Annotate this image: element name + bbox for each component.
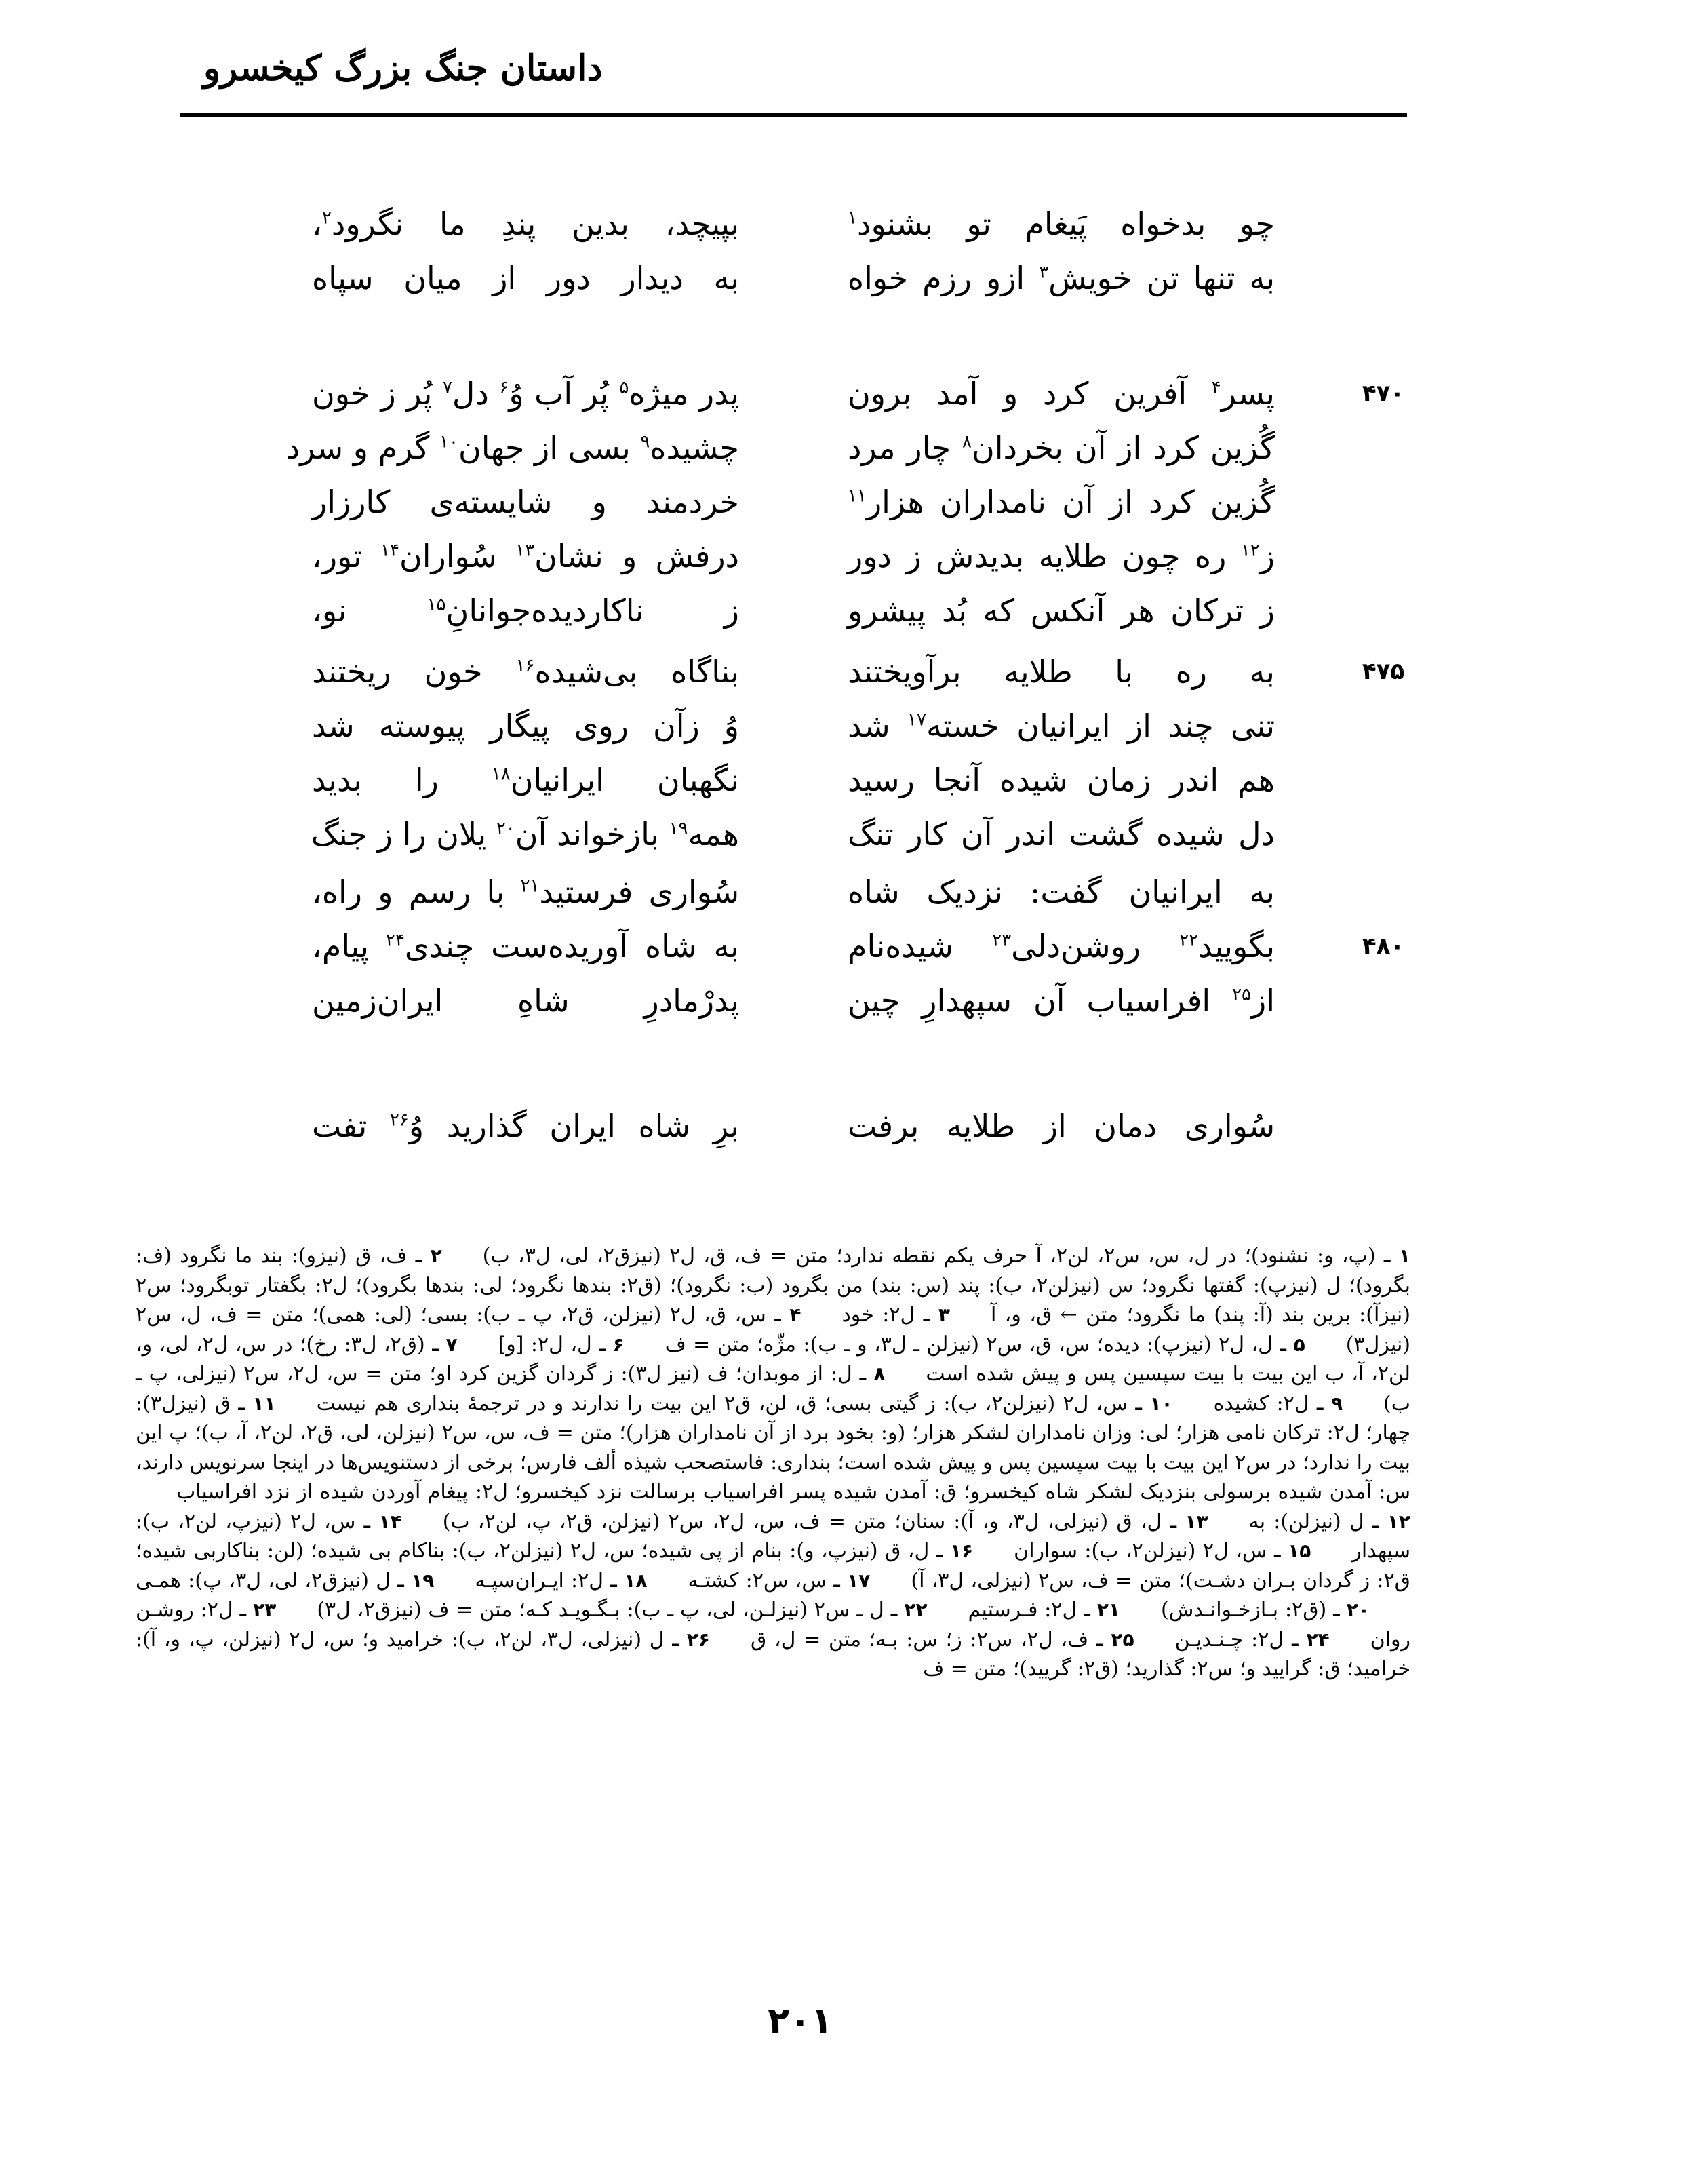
verse-row [0,197,1683,251]
footnote-ref: ۵ [619,377,629,398]
hemistich-right: دل شیده گشت اندر آن کار تنگ [848,816,1275,853]
hemistich-right: به ایرانیان گفت: نزدیک شاه [848,874,1275,910]
footnote-text: س، ل۲ (نیزلن۲، ب): ز گیتی بسی؛ ق، لن، ق۲ این بیت را ندارند و در ترجمهٔ بنداری هم نیست [316,1391,1128,1416]
page-number: ۲۰۱ [768,2001,833,2042]
footnote-ref: ۹ [640,431,650,452]
footnote-text: ل (نیزق۲، لی، ل۳، پ): همـی [136,1568,391,1593]
footnote-ref: ۶ [499,377,509,398]
footnote-number: ۱۵ ـ [1273,1540,1311,1562]
footnote-ref: ۱۸ [491,764,511,785]
footnote [498,1333,625,1357]
hemistich-right: سُواری دمان از طلایه برفت [848,1108,1275,1144]
footnote-number: ۹ ـ [1316,1392,1343,1415]
footnote-number: ۱۰ ـ [1135,1392,1173,1415]
footnote-ref: ۱ [848,208,857,229]
footnote-text: س، س۲: کشتـه [688,1568,827,1593]
footnote [1161,1598,1370,1622]
verse-row [0,475,1683,529]
footnotes-block [136,1241,1410,1684]
footnote-ref: ۳ [1039,262,1049,283]
footnote-number: ۱۱ ـ [238,1392,276,1415]
hemistich-right: به ره با طلایه برآویختند [848,653,1275,690]
footnote [1214,1392,1343,1416]
footnote-number: ۸ ـ [859,1363,886,1385]
hemistich-left: ز ناکاردیده‌جوانانِ$^{۱۵}$ نو، [312,592,739,629]
footnote [1175,1628,1330,1652]
footnote-text: س، ل۲ (نیزپ، لن۲، ب): سپهدار [136,1509,1410,1563]
hemistich-left: سُواری فرستید$^{۲۱}$ با رسم و راه، [312,874,739,910]
footnote-number: ۲ ـ [415,1245,442,1267]
footnote-ref: ۴ [1211,377,1221,398]
footnote-ref: ۲۰ [496,818,515,839]
hemistich-left: نگهبان ایرانیان$^{۱۸}$ را بدید [312,762,739,798]
footnote-number: ۵ ـ [1280,1333,1305,1356]
footnote-number: ۱۷ ـ [833,1569,871,1592]
footnote-number: ۲۲ ـ [890,1599,928,1621]
hemistich-left: وُ زآن روی پیگار پیوسته شد [312,707,739,744]
footnote-ref: ۱۱ [848,486,867,507]
hemistich-left: پدرْمادرِ شاهِ ایران‌زمین [312,982,739,1019]
footnote-number: ۲۳ ـ [239,1599,277,1621]
verse-row [0,699,1683,753]
footnote-text: ل، ل۲ (نیزپ): دیده؛ س، ق، س۲ (نیزلن ـ ل۳، و ـ ب): مژّه؛ متن = ف [665,1332,1273,1357]
footnote-number: ۱۴ ـ [363,1510,402,1533]
hemistich-right: گُزین کرد از آن بخردان$^۸$ چار مرد [848,429,1275,466]
footnote-ref: ۱۶ [515,655,535,676]
footnote-number: ۱۳ ـ [1170,1510,1208,1533]
footnote-ref: ۲۳ [992,930,1012,951]
footnote-text: (پ، و: نشنود)؛ در ل، س، س۲، لن۲، آ حرف یکم نقطه ندارد؛ متن = ف، ق، ل۲ (نیزق۲، لی، ل۳، ب) [482,1244,1376,1268]
hemistich-left: خردمند و شایسته‌ی کارزار [312,484,739,520]
hemistich-right: هم اندر زمان شیده آنجا رسید [848,762,1275,798]
footnote-text: ف، ق (نیزو): بند ما نگرود (ف: بگرود)؛ ل (نیزپ): گفتها نگرود؛ س (نیزلن۲، ب): پند (س: بند) من بگرود (ب: نگرود)؛ (ق۲: بندها نگرود؛ لی: بندها بگرود)؛ ل۲: بگفتار توبگرود؛ س۲ (نیزآ): برین بند (آ: پند) ما نگرود؛ متن ← ق، و، آ [136,1244,1410,1327]
footnote [136,1569,434,1593]
footnote-text: ل ـ س۲ (نیزلـن، لی، پ ـ ب): بـگـویـد کـه؛ متن = ف (نیزق۲، ل۳) [317,1598,884,1622]
footnote-ref: ۲۵ [1232,984,1251,1005]
footnote-text: (ق۲، ل۳: رخ)؛ در س، ل۲، لی، و، لن۲، آ، ب این بیت با بیت سپسین پس و پیش شده است [136,1332,1410,1386]
footnote-ref: ۱۴ [380,540,399,561]
verse-row [0,865,1683,919]
footnote-number: ۶ ـ [599,1333,625,1356]
footnote-ref: ۲۱ [520,876,540,897]
hemistich-left: چشیده$^۹$ بسی از جهان$^{۱۰}$ گرم و سرد [285,429,739,466]
footnote [842,1303,950,1327]
footnote-ref: ۱۹ [669,818,688,839]
hemistich-left: به شاه آوریده‌ست چندی$^{۲۴}$ پیام، [312,928,739,964]
footnote-number: ۱۲ ـ [1372,1510,1410,1533]
verse-row [0,807,1683,861]
hemistich-left: بناگاه بی‌شیده$^{۱۶}$ خون ریختند [312,653,740,690]
footnote-ref: ۲ [321,208,332,229]
footnote-text: ل (نیزلن): به [1248,1509,1364,1534]
verse-row [0,529,1683,583]
footnote-number: ۳ ـ [923,1304,950,1326]
verse-row [0,973,1683,1028]
verse-row [0,366,1683,421]
footnote-number: ۲۶ ـ [672,1628,710,1651]
hemistich-right: بگویید$^{۲۲}$ روشن‌دلی$^{۲۳}$ شیده‌نام [848,928,1275,964]
footnote [483,1244,1410,1268]
footnote-ref: ۱۰ [439,431,458,452]
footnote [1014,1539,1311,1563]
footnote-ref: ۲۴ [385,930,405,951]
footnote-text: ق (نیزل۳): چهار؛ ل۲: ترکان نامی هزار؛ لی: وزان نامداران لشکر هزار؛ (و: بخود برد از آن نامداران هزار)؛ متن = ف، س، س۲ (نیزلن، لی، ق۲، لن۲، آ، ب)؛ پ این بیت را ندارد؛ در س۲ این بیت با بیت سپسین پس و پیش شده است؛ بنداری: فاستصحب شیذه ألف فارس؛ برخی از دستنویس‌ها در اینجا سرنویس دارند، س: آمدن شیده برسولی بنزدیک لشکر شاه کیخسرو؛ ق: آمدن شیده پسر افراسیاب برسالت نزد کیخسرو؛ ل۲: پیغام آوردن شیده از نزد افراسیاب [136,1391,1411,1504]
hemistich-left: بپیچد، بدین پندِ ما نگرود$^۲$، [312,206,739,242]
footnote-number: ۲۰ ـ [1333,1599,1370,1621]
footnote [665,1333,1305,1357]
hemistich-left: برِ شاه ایران گذارید وُ$^{۲۶}$ تفت [312,1108,739,1144]
footnote-text: ل (نیزلی، ل۳، لن۲، ب): خرامید و؛ س، ل۲ (نیزلن، پ، و، آ): خرامید؛ ق: گرایید و؛ س۲: گذارید؛ (ق۲: گریید)؛ متن = ف [136,1627,1410,1681]
footnote-text: ل۲: فـرستیم [968,1598,1077,1622]
footnote [317,1392,1173,1416]
footnote-ref: ۱۲ [1240,540,1260,561]
footnote-number: ۲۱ ـ [1084,1599,1121,1621]
footnote-ref: ۲۶ [389,1110,409,1131]
footnote-number: ۷ ـ [432,1333,458,1356]
footnote [968,1598,1120,1622]
footnote [1249,1510,1410,1534]
footnote-text: ل: از موبدان؛ ف (نیز ل۳): ز گردان گزین کرد او؛ متن = س، ل۲، س۲ (نیزلی، پ ـ ب) [136,1362,1410,1416]
footnote [475,1569,647,1593]
verse-line-number: ۴۷۵ [1362,658,1405,685]
footnote-text: ل، ق (نیزپ، و): بنام از پی شیده؛ س، ل۲ (نیزلن۲، ب): بناکام بی شیده؛ (لن: بناکاربی شیده؛ ق۲: ز گردان بـران دشـت)؛ متن = ف، س۲ (نیزلی، ل۳، آ) [136,1539,1410,1593]
footnote-number: ۱۸ ـ [610,1569,648,1592]
hemistich-right: به تنها تن خویش$^۳$ ازو رزم خواه [848,260,1275,296]
footnote [688,1569,870,1593]
footnote-text: ل، ق (نیزلی، ل۳، و، آ): سنان؛ متن = ف، س، ل۲، س۲ (نیزلن، ق۲، پ، لن۲، ب) [442,1509,1162,1534]
footnote-number: ۲۴ ـ [1291,1628,1330,1651]
footnote-text: ل۲: ایـران‌سپـه [475,1568,604,1593]
footnote [751,1628,1134,1652]
verse-line-number: ۴۷۰ [1362,380,1405,407]
verse-row [0,644,1683,699]
running-header-title: داستان جنگ بزرگ کیخسرو [203,47,603,89]
hemistich-left: پدر میژه$^۵$ پُر آب وُ$^۶$ دل$^۷$ پُر ز خون [312,375,740,412]
footnote-text: ل۲: خود [842,1303,915,1327]
verse-row [0,919,1683,973]
footnote-number: ۱ ـ [1383,1245,1410,1267]
footnote-number: ۱۶ ـ [936,1540,974,1562]
footnote-ref: ۲۲ [1179,930,1199,951]
hemistich-right: ز ترکان هر آنکس که بُد پیشرو [848,592,1275,629]
footnote-number: ۲۵ ـ [1096,1628,1134,1651]
verse-row [0,251,1683,305]
hemistich-right: تنی چند از ایرانیان خسته$^{۱۷}$ شد [848,707,1275,744]
footnote-ref: ۸ [962,431,972,452]
hemistich-right: پسر$^۴$ آفرین کرد و آمد برون [848,375,1275,412]
footnote-text: ل۲: روشـن روان [136,1598,1410,1652]
hemistich-left: همه$^{۱۹}$ بازخواند آن$^{۲۰}$ یلان را ز جنگ [311,816,739,853]
footnote-number: ۱۹ ـ [397,1569,435,1592]
hemistich-right: گُزین کرد از آن نامداران هزار$^{۱۱}$ [848,484,1275,520]
footnote-text: (ق۲: بـازخـوانـدش) [1161,1598,1327,1622]
verse-row [0,1099,1683,1153]
footnote-text: س، ق، ل۲ (نیزلن، ق۲، پ ـ ب): بسی؛ (لی: همی)؛ متن = ف، ل، س۲ (نیزل۳) [136,1303,1411,1357]
footnote-text: ل۲: چـنـدیـن [1174,1627,1284,1652]
verse-line-number: ۴۸۰ [1362,933,1405,960]
hemistich-right: ز$^{۱۲}$ ره چون طلایه بدیدش ز دور [848,538,1275,574]
header-rule [180,113,1407,117]
footnote-number: ۴ ـ [774,1304,801,1326]
verse-row [0,753,1683,807]
footnote-ref: ۷ [442,377,452,398]
verse-row [0,421,1683,475]
verse-row [0,583,1683,638]
hemistich-right: چو بدخواه پَیغام تو بشنود$^۱$ [848,206,1275,242]
footnote-ref: ۱۷ [907,709,926,730]
footnote-text: س، ل۲ (نیزلن۲، ب): سواران [1014,1539,1267,1563]
hemistich-right: از$^{۲۵}$ افراسیاب آن سپهدارِ چین [848,982,1275,1019]
footnote-text: ل۲: کشیده [1213,1391,1309,1416]
footnote-ref: ۱۵ [427,594,446,615]
footnote-text: ل، ل۲: [و] [498,1332,592,1357]
footnote [317,1598,927,1622]
hemistich-left: درفش و نشان$^{۱۳}$ سُواران$^{۱۴}$ تور، [312,538,740,574]
footnote-text: ف، ل۲، س۲: ز؛ س: بـه؛ متن = ل، ق [750,1627,1089,1652]
hemistich-left: به دیدار دور از میان سپاه [312,260,739,296]
footnote [443,1510,1208,1534]
footnote-ref: ۱۳ [515,540,535,561]
